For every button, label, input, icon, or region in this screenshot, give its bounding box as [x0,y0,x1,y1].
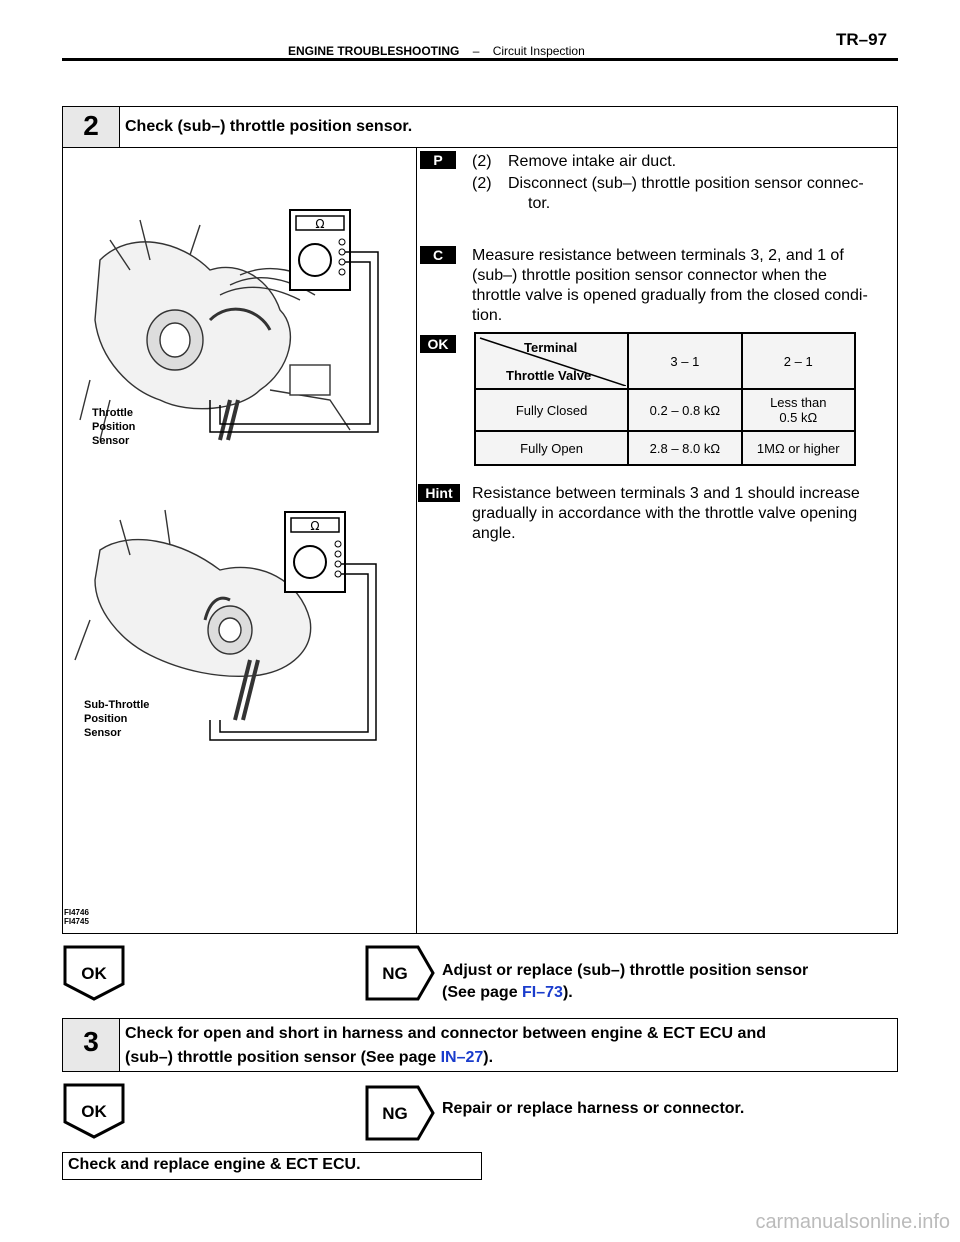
prep-step-text: Disconnect (sub–) throttle position sensor connec- [508,175,864,192]
prep-step-number: (2) [472,175,492,192]
ng-label: NG [382,1104,408,1123]
figure-label-line: Position [84,713,128,725]
corner-top-label: Terminal [524,340,578,355]
table-cell: 0.2 – 0.8 kΩ [628,389,741,431]
final-step-text: Check and replace engine & ECT ECU. [68,1156,361,1173]
ohm-symbol: Ω [315,217,325,231]
header-subsection: Circuit Inspection [492,44,585,58]
hint-line: Resistance between terminals 3 and 1 should increase [472,485,860,502]
throttle-sensor-figure [70,200,400,760]
figure-label-line: Throttle [92,407,133,419]
prep-step [472,174,894,194]
page-number: TR–97 [836,30,888,49]
divider [119,106,120,148]
corner-bottom-label: Throttle Valve [506,368,592,383]
header-separator: – [472,44,480,58]
ok-tag: OK [420,335,456,353]
table-row [475,431,855,465]
figure-codes [64,908,89,926]
table-cell: 1MΩ or higher [742,431,855,465]
table-cell: 2.8 – 8.0 kΩ [628,431,741,465]
step-number: 3 [83,1026,99,1057]
table-cell [742,389,855,431]
divider [62,147,898,148]
check-line: Measure resistance between terminals 3, 2, and 1 of [472,247,844,264]
figure-label-line: Sensor [84,727,122,739]
table-header-cell: 3 – 1 [628,333,741,389]
table-row [475,389,855,431]
hint-tag: Hint [418,484,460,502]
figure-code: FI4746 [64,908,89,917]
prep-step-text: Remove intake air duct. [508,153,677,170]
page-link-in27[interactable]: IN–27 [440,1049,484,1066]
step-3-title-line [125,1046,766,1070]
ok-label: OK [81,1102,107,1121]
running-header [288,44,585,58]
check-line: throttle valve is opened gradually from the closed condi- [472,287,868,304]
ng-action-line [442,984,808,1002]
hint-line: gradually in accordance with the throttle valve opening [472,505,858,522]
step-number: 2 [83,110,99,141]
figure-label-line: Sub-Throttle [84,699,150,711]
ohm-symbol: Ω [310,519,320,533]
hint-text [472,484,894,544]
table-cell-line: 0.5 kΩ [779,410,818,425]
check-text [472,246,894,326]
figure-code: FI4745 [64,917,89,926]
ng-label: NG [382,964,408,983]
table-header-cell: 2 – 1 [742,333,855,389]
hint-line: angle. [472,525,516,542]
table-corner-cell [475,333,628,389]
prep-steps [472,152,894,214]
check-line: tion. [472,307,503,324]
prep-step-number: (2) [472,153,492,170]
header-section: ENGINE TROUBLESHOOTING [288,44,460,58]
ng-action-1 [442,962,808,1002]
table-row-label: Fully Closed [475,389,628,431]
divider [119,1018,120,1072]
prep-step-continuation: tor. [528,195,551,212]
see-page-suffix: ). [483,1049,494,1066]
figure-label-line: Sensor [92,435,130,447]
see-page-prefix: (See page [442,984,523,1001]
watermark: carmanualsonline.info [755,1211,950,1233]
see-page-prefix: (sub–) throttle position sensor (See page [125,1049,441,1066]
ok-label: OK [81,964,107,983]
table-row-label: Fully Open [475,431,628,465]
figure-label-line: Position [92,421,136,433]
spec-table-wrapper [474,332,856,464]
prep-step [472,152,894,172]
header-rule [62,58,898,61]
step-3-title [125,1022,766,1070]
check-tag: C [420,246,456,264]
prep-tag: P [420,151,456,169]
ng-action-line: Adjust or replace (sub–) throttle position sensor [442,962,809,979]
step-title: Check (sub–) throttle position sensor. [125,118,413,135]
check-line: (sub–) throttle position sensor connector when the [472,267,827,284]
ng-action-2: Repair or replace harness or connector. [442,1100,745,1117]
page-link-fi73[interactable]: FI–73 [522,984,563,1001]
table-cell-line: Less than [770,395,827,410]
step-3-title-line: Check for open and short in harness and connector between engine & ECT ECU and [125,1025,766,1042]
divider [416,147,417,934]
spec-table [474,332,856,466]
see-page-suffix: ). [562,984,573,1001]
